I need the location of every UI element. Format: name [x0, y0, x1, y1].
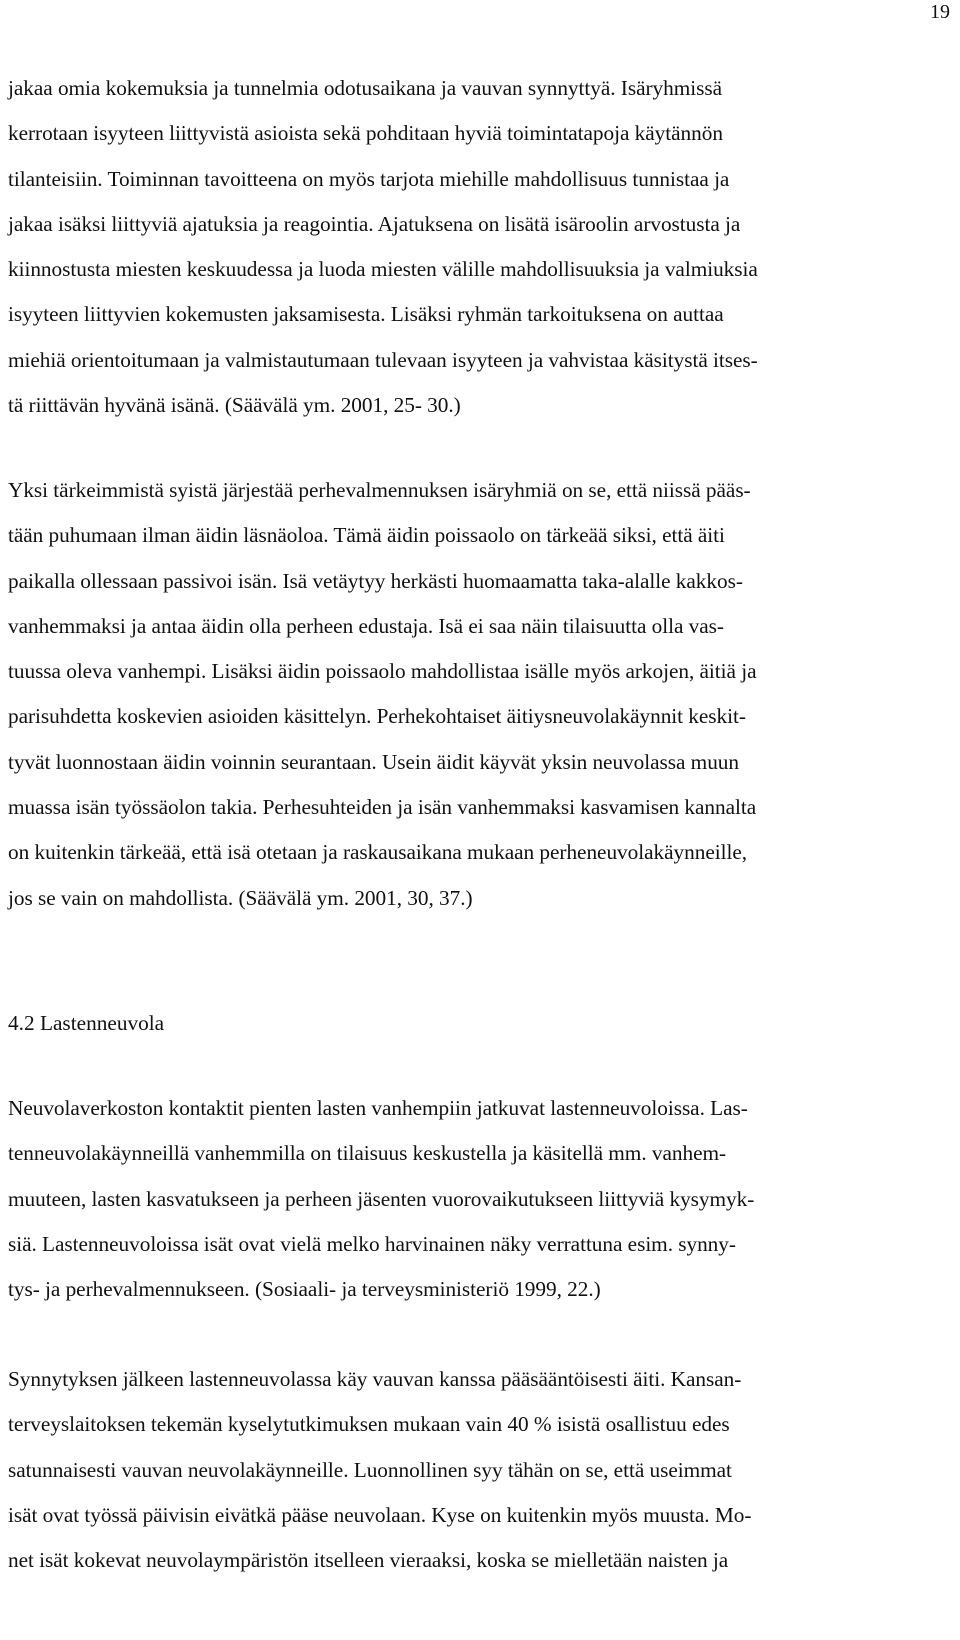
text-line: jakaa isäksi liittyviä ajatuksia ja reagointia. Ajatuksena on lisätä isäroolin arvostusta ja: [8, 211, 741, 236]
text-line: terveyslaitoksen tekemän kyselytutkimuksen mukaan vain 40 % isistä osallistuu edes: [8, 1412, 730, 1437]
text-line: on kuitenkin tärkeää, että isä otetaan ja raskausaikana mukaan perheneuvolakäynneille,: [8, 840, 748, 865]
text-line: satunnaisesti vauvan neuvolakäynneille. Luonnollinen syy tähän on se, että useimmat: [8, 1457, 732, 1482]
text-line: paikalla ollessaan passivoi isän. Isä vetäytyy herkästi huomaamatta taka-alalle kakkos-: [8, 568, 743, 593]
text-line: tilanteisiin. Toiminnan tavoitteena on myös tarjota miehille mahdollisuus tunnistaa ja: [8, 166, 730, 191]
text-line: Yksi tärkeimmistä syistä järjestää perhevalmennuksen isäryhmiä on se, että niissä pääs-: [8, 478, 751, 502]
paragraph-child-clinic-contacts: [8, 1086, 958, 1312]
text-line: tuussa oleva vanhempi. Lisäksi äidin poissaolo mahdollistaa isälle myös arkojen, äitiä ja: [8, 659, 757, 684]
text-line: kiinnostusta miesten keskuudessa ja luoda miesten välille mahdollisuuksia ja valmiuksia: [8, 257, 758, 282]
text-line: jakaa omia kokemuksia ja tunnelmia odotusaikana ja vauvan synnyttyä. Isäryhmissä: [8, 76, 722, 100]
text-line: siä. Lastenneuvoloissa isät ovat vielä melko harvinainen näky verrattuna esim. synny-: [8, 1231, 736, 1256]
text-line: isyyteen liittyvien kokemusten jaksamisesta. Lisäksi ryhmän tarkoituksena on auttaa: [8, 302, 724, 327]
text-line: kerrotaan isyyteen liittyvistä asioista sekä pohditaan hyviä toimintatapoja käytännön: [8, 121, 723, 146]
paragraph-mother-absence: [8, 468, 958, 921]
paragraph-after-birth: [8, 1357, 958, 1583]
text-line: miehiä orientoitumaan ja valmistautumaan tulevaan isyyteen ja vahvistaa käsitystä itses-: [8, 347, 758, 372]
text-line: tä riittävän hyvänä isänä. (Säävälä ym. 2001, 25- 30.): [8, 393, 461, 418]
paragraph-father-groups: [8, 66, 958, 428]
text-line: vanhemmaksi ja antaa äidin olla perheen edustaja. Isä ei saa näin tilaisuutta olla vas-: [8, 613, 724, 638]
text-line: jos se vain on mahdollista. (Säävälä ym. 2001, 30, 37.): [8, 885, 473, 910]
text-line: tys- ja perhevalmennukseen. (Sosiaali- ja terveysministeriö 1999, 22.): [8, 1277, 601, 1302]
text-line: tenneuvolakäynneillä vanhemmilla on tilaisuus keskustella ja käsitellä mm. vanhem-: [8, 1141, 727, 1166]
text-line: Synnytyksen jälkeen lastenneuvolassa käy vauvan kanssa pääsääntöisesti äiti. Kansan-: [8, 1367, 742, 1391]
text-line: muuteen, lasten kasvatukseen ja perheen jäsenten vuorovaikutukseen liittyviä kysymyk-: [8, 1186, 755, 1211]
text-line: Neuvolaverkoston kontaktit pienten lasten vanhempiin jatkuvat lastenneuvoloissa. Las-: [8, 1096, 748, 1120]
text-line: muassa isän työssäolon takia. Perhesuhteiden ja isän vanhemmaksi kasvamisen kannalta: [8, 795, 757, 820]
text-line: isät ovat työssä päivisin eivätkä pääse neuvolaan. Kyse on kuitenkin myös muusta. Mo-: [8, 1502, 752, 1527]
text-line: parisuhdetta koskevien asioiden käsittelyn. Perhekohtaiset äitiysneuvolakäynnit keskit-: [8, 704, 746, 729]
page-number: 19: [930, 1, 950, 23]
text-line: tään puhumaan ilman äidin läsnäoloa. Tämä äidin poissaolo on tärkeää siksi, että äiti: [8, 523, 725, 548]
text-line: tyvät luonnostaan äidin voinnin seurantaan. Usein äidit käyvät yksin neuvolassa muun: [8, 749, 739, 774]
section-heading: 4.2 Lastenneuvola: [8, 1011, 165, 1035]
text-line: net isät kokevat neuvolaympäristön itselleen vieraaksi, koska se mielletään naisten ja: [8, 1548, 729, 1573]
